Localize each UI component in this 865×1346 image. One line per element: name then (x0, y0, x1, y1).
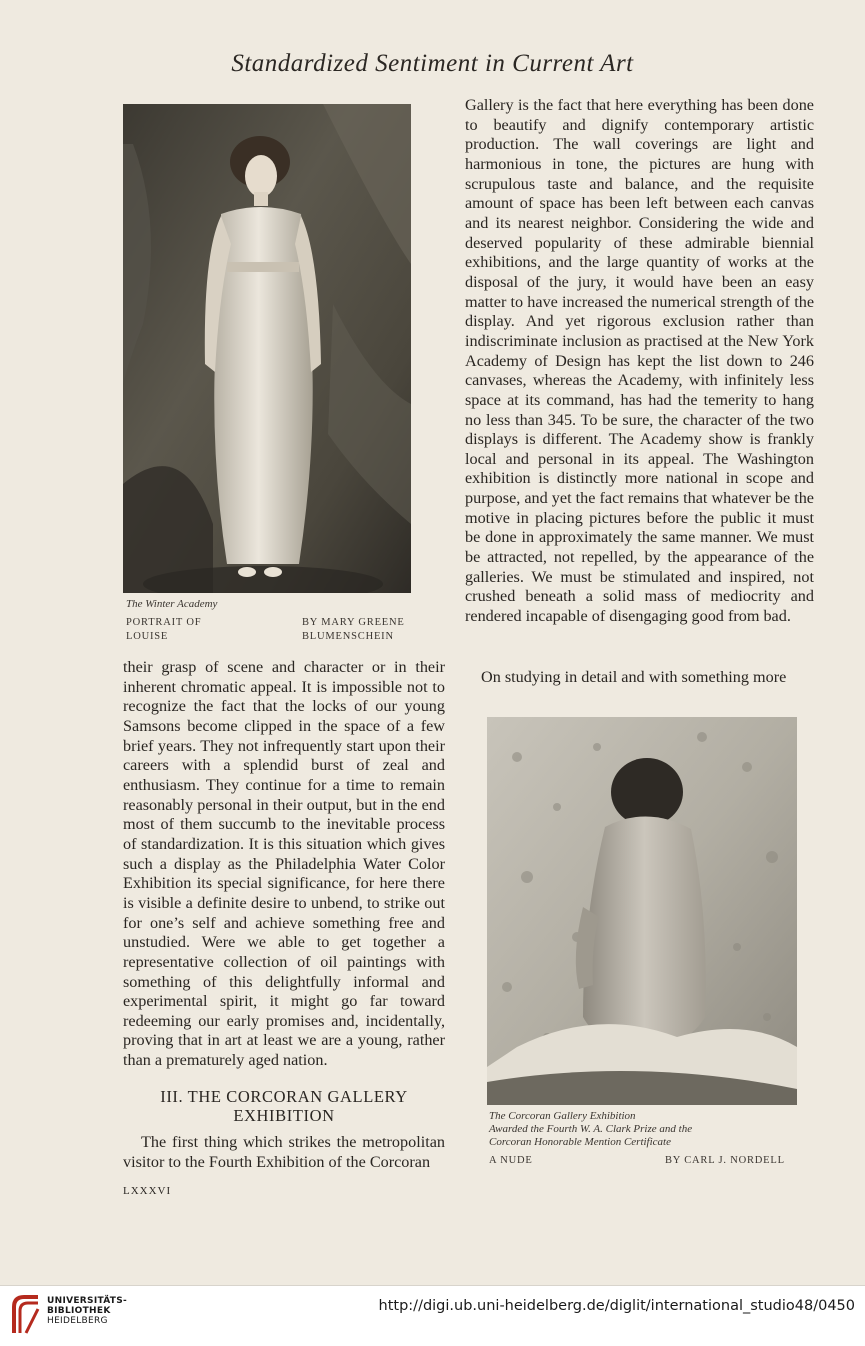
plate1-artist-line1: BY MARY GREENE (302, 617, 405, 628)
permalink-url[interactable]: http://digi.ub.uni-heidelberg.de/diglit/international_studio48/0450 (378, 1298, 855, 1314)
nude-illustration (487, 717, 797, 1105)
plate2-award-line1: Awarded the Fourth W. A. Clark Prize and the (489, 1123, 693, 1135)
paragraph: Gallery is the fact that here everything has been done to beautify and dignify contemporary artistic production. The wall coverings are light and harmonious in tone, the pictures are hung with scrupulous taste and balance, and the requisite amount of space has been left between each canvas and its nearest neighbor. Considering the wide and deserved popularity of these admirable biennial exhibitions, and the large quantity of works at the disposal of the jury, it would have been an easy matter to have increased the numerical strength of the display. And yet rigorous exclusion rather than indiscriminate inclusion as practised at the New York Academy of Design has kept the list down to 246 canvases, whereas the Academy, with infinitely less space at its command, has had the temerity to hang no less than 345. To be sure, the character of the two displays is different. The Academy show is frankly local and personal in its appeal. The Washington exhibition is distinctly more national in scope and purpose, and yet the fact remains that whatever be the motive in placing pictures before the public it must be done in approximately the same manner. We must be attracted, not repelled, by the appearance of the galleries. We must be stimulated and inspired, not crushed beneath a solid mass of mediocrity and rendered incapable of disengaging good from bad. (465, 96, 814, 626)
right-column-continuation (481, 668, 814, 688)
plate2-title: A NUDE (489, 1155, 533, 1166)
a-nude-plate (487, 717, 797, 1105)
plate1-title-line1: PORTRAIT OF (126, 617, 202, 628)
left-column-section-text (123, 1133, 445, 1172)
paragraph: their grasp of scene and character or in their inherent chromatic appeal. It is impossible not to recognize the fact that the locks of our young Samsons become clipped in the space of a few brief years. They not infrequently start upon their careers with a splendid burst of zeal and enthusiasm. They continue for a time to remain reasonably personal in their output, but in the end most of them succumb to the inevitable process of standardization. It is this situation which gives such a display as the Philadelphia Water Color Exhibition its special significance, for here there is visible a definite desire to unbend, to strike out for one’s self and achieve something free and unstudied. Were we able to get together a representative collection of oil paintings with something of this delightfully informal and experimental spirit, it might go far toward redeeming our early promises and, incidentally, proving that in art at least we are a young, rather than a prematurely aged nation. (123, 658, 445, 1070)
section-heading (123, 1087, 445, 1125)
plate2-award-line2: Corcoran Honorable Mention Certificate (489, 1136, 671, 1148)
plate1-artist-line2: BLUMENSCHEIN (302, 631, 394, 642)
left-column-text (123, 658, 445, 1071)
section-heading-line1: III. THE CORCORAN GALLERY (160, 1087, 408, 1106)
running-header-title: Standardized Sentiment in Current Art (231, 50, 634, 77)
paragraph: The first thing which strikes the metropolitan visitor to the Fourth Exhibition of the Corcoran (123, 1133, 445, 1171)
plate1-exhibition-caption: The Winter Academy (126, 598, 218, 610)
library-name (47, 1296, 127, 1326)
digitization-footer (0, 1285, 865, 1346)
plate1-title-line2: LOUISE (126, 631, 169, 642)
portrait-illustration (123, 104, 411, 593)
library-logo-icon (10, 1293, 42, 1341)
library-name-line1: UNIVERSITÄTS- (47, 1296, 128, 1306)
library-name-line2: BIBLIOTHEK (47, 1306, 111, 1316)
library-name-line3: HEIDELBERG (47, 1316, 108, 1326)
section-heading-line2: EXHIBITION (233, 1106, 335, 1125)
plate2-exhibition-caption: The Corcoran Gallery Exhibition (489, 1110, 636, 1122)
plate2-artist: BY CARL J. NORDELL (665, 1155, 785, 1166)
right-column-text (465, 96, 814, 627)
paragraph: On studying in detail and with something more (481, 668, 787, 686)
portrait-of-louise-plate (123, 104, 411, 593)
page-folio: LXXXVI (123, 1185, 172, 1197)
